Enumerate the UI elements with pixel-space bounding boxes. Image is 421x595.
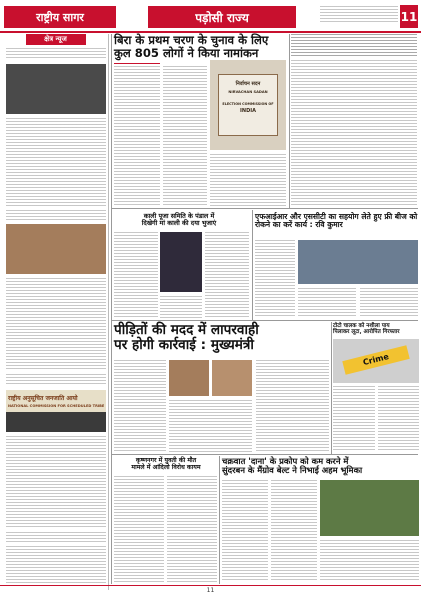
right-top-text [291, 60, 417, 206]
section-title: पड़ोसी राज्य [148, 6, 296, 28]
page-footer [0, 585, 421, 595]
brief-2-text [6, 278, 106, 370]
krishnagar-headline-line1: कृष्णनगर में युवती की मौत [135, 457, 197, 464]
brief-1-text [6, 118, 106, 206]
kali-text-col-1 [114, 232, 158, 318]
right-top-headline [291, 34, 417, 56]
commission-sign-board [218, 74, 278, 136]
kali-idol-photo [160, 232, 202, 292]
kali-headline-line1: काली पूजा समिति के पंडाल में [143, 212, 215, 220]
brief-4-headline [6, 532, 106, 542]
krishnagar-text-col-1 [114, 476, 164, 582]
dana-text-col-3 [320, 540, 419, 582]
main-text-col-2 [163, 66, 207, 206]
fir-meeting-photo [298, 240, 418, 284]
cm-photo-1 [169, 360, 209, 396]
sign-line-sadan: NIRVACHAN SADAN [228, 90, 268, 94]
main-headline-line1: बिरा के प्रथम चरण के चुनाव के लिए [114, 33, 269, 47]
header-meta-lines [320, 6, 398, 23]
kali-text-col-2 [205, 232, 249, 318]
victims-text-col-3 [256, 360, 329, 452]
fir-text-col-2 [298, 288, 356, 318]
victims-text-col-2 [169, 400, 252, 452]
column-divider-top-right [289, 34, 290, 208]
crime-tape: Crime [342, 345, 409, 375]
toto-text-col-2 [378, 386, 419, 452]
sign-line-hindi: निर्वाचन सदन [235, 81, 261, 87]
dana-headline [222, 457, 419, 475]
fir-text-col-3 [360, 288, 418, 318]
kali-caption [160, 296, 202, 318]
brief-2-photo [6, 224, 106, 274]
column-divider-mid [252, 210, 253, 320]
krishnagar-headline [114, 458, 218, 471]
brief-3-headline [6, 374, 106, 384]
divider-2 [112, 320, 418, 321]
left-news-column [3, 34, 109, 590]
brief-1-headline [6, 48, 106, 60]
sign-line-eci: ELECTION COMMISSION OF [222, 102, 274, 106]
brief-3-text [6, 436, 106, 528]
crime-scene-photo [333, 339, 419, 383]
krishnagar-text-col-2 [167, 476, 217, 582]
victims-headline-line1: पीड़ितों की मदद में लापरवाही [114, 322, 259, 338]
fir-text-col-1 [255, 240, 295, 318]
toto-headline [333, 323, 419, 335]
main-text-col-1 [114, 66, 160, 206]
toto-headline-line1: टोटो चालक को नशीला पाय [333, 323, 390, 329]
dana-text-col-1 [222, 480, 268, 582]
main-byline-rule [114, 63, 160, 64]
victims-headline-line2: पर होगी कार्रवाई : मुख्यमंत्री [114, 336, 254, 353]
divider-1 [112, 208, 418, 209]
dana-headline-line2: सुंदरबन के मैंग्रोव बेल्ट ने निभाई अहम भूमिका [222, 465, 363, 476]
column-divider-bottom [219, 456, 220, 584]
brief-2-headline [6, 210, 106, 220]
column-divider-left [111, 34, 112, 584]
st-banner-english: NATIONAL COMMISSION FOR SCHEDULED TRIBE [8, 404, 104, 408]
main-text-col-3 [210, 154, 286, 206]
election-commission-photo [210, 60, 286, 150]
brief-1-photo [6, 64, 106, 114]
st-commission-photo [6, 390, 106, 432]
dana-headline-line1: चक्रवात 'दाना' के प्रकोप को कम करने में [222, 456, 349, 466]
dana-text-col-2 [271, 480, 317, 582]
victims-text-col-1 [114, 360, 166, 452]
fir-headline: एफआईआर और एससीटी का सहयोग लेते हुए फ्री बीज को रोकने का करें कार्य : रवि कुमार [255, 212, 418, 230]
brief-4-text [6, 546, 106, 588]
kali-headline [114, 213, 244, 227]
toto-headline-line2: पिलाकर लूटा, आरोपित गिरफ्तार [333, 329, 400, 336]
st-banner-people [6, 412, 106, 432]
footer-page-mark: 11 [206, 587, 215, 594]
column-divider-toto [331, 322, 332, 454]
victims-headline [114, 323, 328, 352]
sign-line-india: INDIA [240, 108, 256, 114]
newspaper-brand: राष्ट्रीय सागर [4, 6, 116, 28]
toto-text-col-1 [333, 386, 375, 452]
page-header [0, 0, 421, 31]
page-number: 11 [400, 5, 418, 28]
kali-headline-line2: दिखेगी मां काली की दया भुजाएं [141, 218, 217, 227]
main-headline-line2: कुल 805 लोगों ने किया नामांकन [114, 45, 259, 60]
cm-photo-2 [212, 360, 252, 396]
main-headline [114, 34, 310, 59]
divider-3 [112, 454, 418, 455]
krishnagar-headline-line2: मामले में आंदिलो विरोध कायम [131, 463, 201, 471]
st-banner-hindi: राष्ट्रीय अनुसूचित जनजाति आयो [8, 395, 78, 402]
mangrove-photo [320, 480, 419, 536]
column-tag: क्षेत्र न्यूज [26, 34, 86, 45]
